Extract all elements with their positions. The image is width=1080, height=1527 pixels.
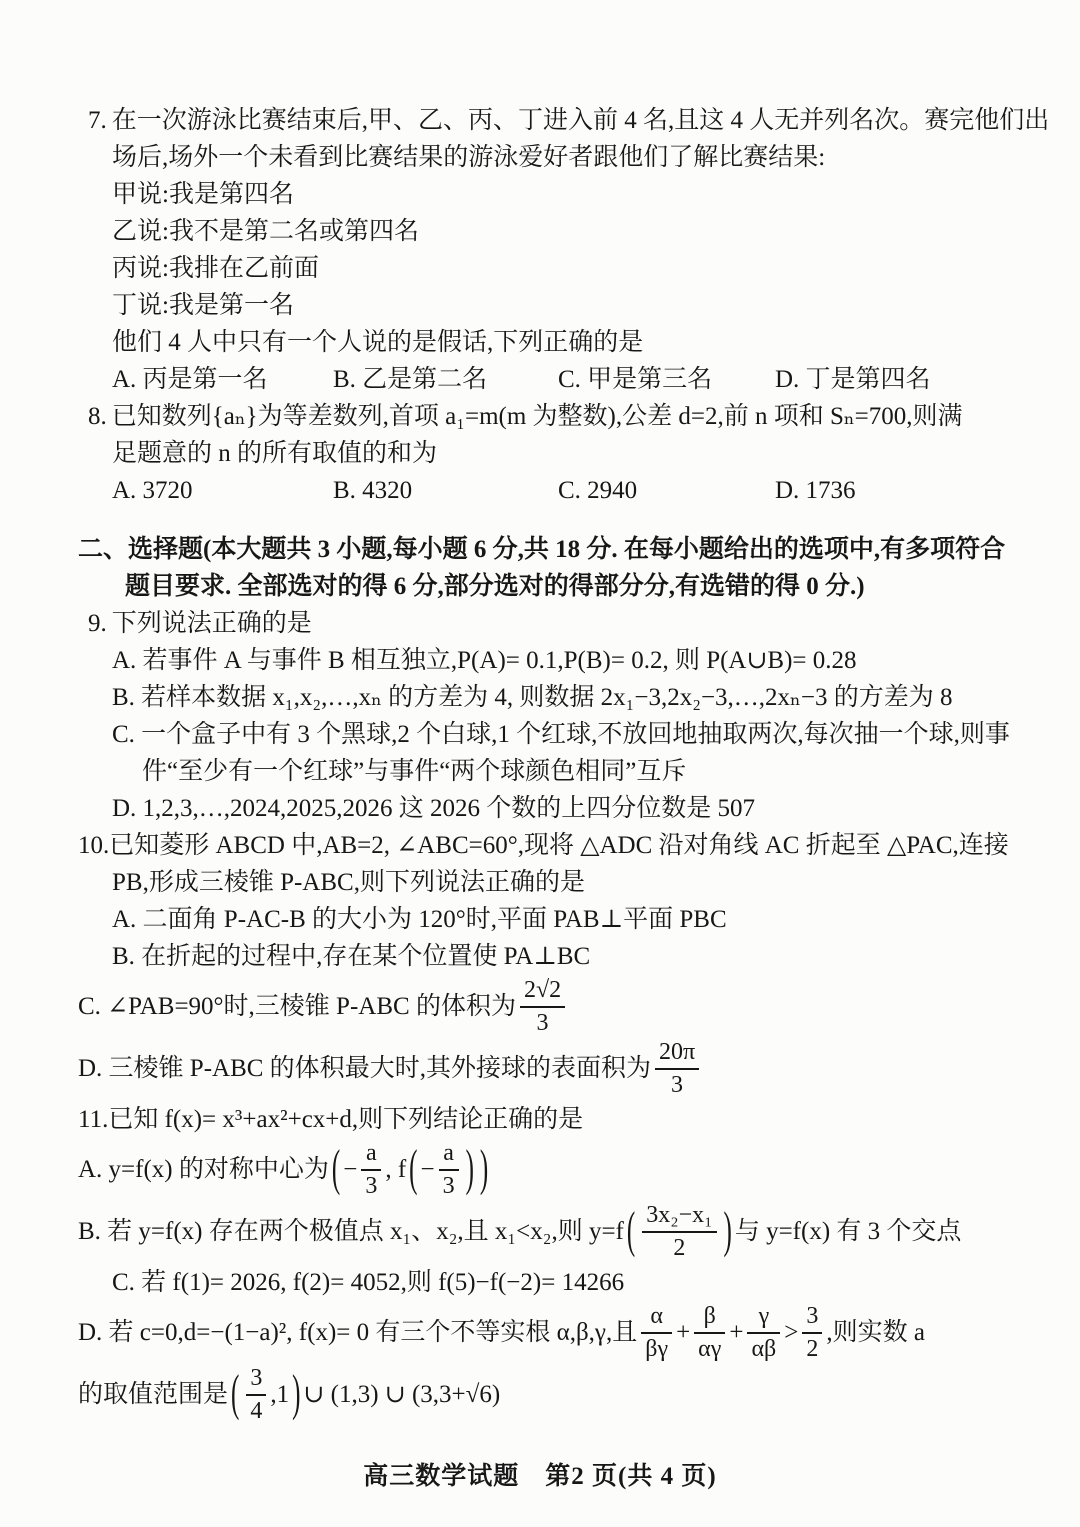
q8-stem-text-1: 已知数列{aₙ}为等差数列,首项 a₁=m(m 为整数),公差 d=2,前 n 项和 Sₙ=700,则满 xyxy=(111,403,963,430)
fraction-numerator: 2√2 xyxy=(520,977,565,1008)
q7-option-c: C. 甲是第三名 xyxy=(558,366,713,393)
q10-option-c xyxy=(78,977,1044,1037)
q7-stem-line-1 xyxy=(88,102,1050,139)
fraction-denominator: 2 xyxy=(806,1336,819,1362)
q8-option-a: A. 3720 xyxy=(112,477,193,504)
question-11 xyxy=(78,1101,1044,1425)
fraction-denominator: αγ xyxy=(698,1336,722,1362)
q7-option-d: D. 丁是第四名 xyxy=(775,366,931,393)
question-8 xyxy=(78,398,1044,509)
fraction-numerator: α xyxy=(641,1303,672,1334)
q11-option-d-line-2 xyxy=(78,1365,1044,1425)
q11-stem-text: 已知 f(x)= x³+ax²+cx+d,则下列结论正确的是 xyxy=(108,1106,584,1133)
q10-option-d-text: D. 三棱锥 P-ABC 的体积最大时,其外接球的表面积为 xyxy=(78,1055,651,1082)
fraction-denominator: 3 xyxy=(536,1010,549,1036)
q11-stem-line xyxy=(78,1101,1044,1138)
q9-option-d: D. 1,2,3,…,2024,2025,2026 这 2026 个数的上四分位数是 507 xyxy=(112,795,756,822)
q10-option-d-fraction xyxy=(655,1039,699,1099)
exam-content xyxy=(78,102,1050,1427)
q7-number: 7. xyxy=(88,107,107,134)
q8-option-b: B. 4320 xyxy=(333,477,413,504)
minus-sign: − xyxy=(420,1156,435,1183)
q8-options-row xyxy=(112,472,1044,509)
q9-option-c-line-2: 件“至少有一个红球”与事件“两个球颜色相同”互斥 xyxy=(142,758,687,785)
close-paren: ) xyxy=(292,1366,301,1422)
close-paren: ) xyxy=(465,1141,474,1197)
q8-number: 8. xyxy=(88,403,107,430)
fraction-numerator: γ xyxy=(747,1303,780,1334)
q11-option-d-fraction-3 xyxy=(747,1303,780,1363)
fraction-numerator: 3 xyxy=(246,1365,266,1396)
close-paren: ) xyxy=(479,1141,489,1197)
greater-than-sign: > xyxy=(784,1319,799,1346)
q11-option-a-fraction-2 xyxy=(439,1140,459,1200)
plus-sign: + xyxy=(676,1319,691,1346)
q11-option-d-fraction-1 xyxy=(641,1303,672,1363)
fraction-numerator: a xyxy=(439,1140,459,1171)
q11-number: 11. xyxy=(78,1106,109,1133)
q11-option-d-text: D. 若 c=0,d=−(1−a)², f(x)= 0 有三个不等实根 α,β,γ,且 xyxy=(78,1319,638,1346)
q7-statement-1: 甲说:我是第四名 xyxy=(112,181,294,208)
q11-option-d-fraction-2 xyxy=(694,1303,725,1363)
open-paren: ( xyxy=(626,1203,636,1259)
q7-stem-text-1: 在一次游泳比赛结束后,甲、乙、丙、丁进入前 4 名,且这 4 人无并列名次。赛完他们出 xyxy=(111,107,1050,134)
q11-option-a-mid-text: , f xyxy=(385,1156,407,1183)
q9-stem-text: 下列说法正确的是 xyxy=(111,610,312,637)
q11-option-d-range-tail-1: ,1 xyxy=(270,1381,290,1408)
q10-stem-line-1 xyxy=(78,827,1044,864)
q10-stem-line-2: PB,形成三棱锥 P-ABC,则下列说法正确的是 xyxy=(112,869,585,896)
fraction-denominator: 4 xyxy=(250,1398,263,1424)
q11-option-d-post-text: ,则实数 a xyxy=(826,1319,925,1346)
fraction-denominator: 3 xyxy=(442,1173,455,1199)
q11-option-d-fraction-4 xyxy=(802,1303,822,1363)
fraction-denominator: 3 xyxy=(365,1173,378,1199)
q11-option-d-line-1 xyxy=(78,1303,1044,1363)
q8-stem-line-1 xyxy=(88,398,1044,435)
fraction-numerator: 20π xyxy=(655,1039,699,1070)
fraction-denominator: βγ xyxy=(645,1336,669,1362)
q10-option-d xyxy=(78,1039,1044,1099)
open-paren: ( xyxy=(231,1366,240,1422)
q9-option-a: A. 若事件 A 与事件 B 相互独立,P(A)= 0.1,P(B)= 0.2, 则 P(A∪B)= 0.28 xyxy=(112,647,857,674)
fraction-numerator: 3 xyxy=(802,1303,822,1334)
q9-stem-line xyxy=(88,605,1044,642)
q10-option-c-text: C. ∠PAB=90°时,三棱锥 P-ABC 的体积为 xyxy=(78,993,516,1020)
q11-option-b xyxy=(78,1202,1044,1262)
fraction-numerator: a xyxy=(361,1140,381,1171)
section-2-header-line-2: 题目要求. 全部选对的得 6 分,部分选对的得部分分,有选错的得 0 分.) xyxy=(125,573,865,600)
q11-option-d-fraction-5 xyxy=(246,1365,266,1425)
q11-option-c: C. 若 f(1)= 2026, f(2)= 4052,则 f(5)−f(−2)= 14266 xyxy=(112,1269,625,1296)
page-footer: 高三数学试题 第2 页(共 4 页) xyxy=(363,1463,717,1490)
q7-statement-4: 丁说:我是第一名 xyxy=(112,292,294,319)
q11-option-a-fraction-1 xyxy=(361,1140,381,1200)
q11-option-a xyxy=(78,1140,1044,1200)
close-paren: ) xyxy=(723,1203,732,1259)
q11-option-a-text: A. y=f(x) 的对称中心为 xyxy=(78,1156,329,1183)
q9-option-b: B. 若样本数据 x₁,x₂,…,xₙ 的方差为 4, 则数据 2x₁−3,2x₂−3,…,2xₙ−3 的方差为 8 xyxy=(112,684,953,711)
section-2-header-line-1: 二、选择题(本大题共 3 小题,每小题 6 分,共 18 分. 在每小题给出的选项中,有多项符合 xyxy=(78,536,1006,563)
question-10 xyxy=(78,827,1044,1099)
q8-option-d: D. 1736 xyxy=(775,477,856,504)
fraction-denominator: αβ xyxy=(751,1336,777,1362)
q7-conclusion: 他们 4 人中只有一个人说的是假话,下列正确的是 xyxy=(112,329,644,356)
q8-option-c: C. 2940 xyxy=(558,477,638,504)
question-9 xyxy=(78,605,1044,827)
open-paren: ( xyxy=(331,1141,341,1197)
q11-option-d-range-text: 的取值范围是 xyxy=(78,1381,229,1408)
q11-option-b-text: B. 若 y=f(x) 存在两个极值点 x₁、x₂,且 x₁<x₂,则 y=f xyxy=(78,1218,624,1245)
open-paren: ( xyxy=(409,1141,418,1197)
fraction-denominator: 3 xyxy=(671,1072,684,1098)
minus-sign: − xyxy=(343,1156,358,1183)
q7-statement-3: 丙说:我排在乙前面 xyxy=(112,255,319,282)
q7-options-row xyxy=(112,361,1044,398)
fraction-denominator: 2 xyxy=(673,1235,686,1261)
q9-number: 9. xyxy=(88,610,107,637)
q10-option-b: B. 在折起的过程中,存在某个位置使 PA⊥BC xyxy=(112,943,591,970)
section-2-header xyxy=(78,531,1044,605)
q11-option-b-fraction xyxy=(642,1202,716,1262)
question-7 xyxy=(78,102,1050,398)
fraction-numerator: β xyxy=(694,1303,725,1334)
q8-stem-line-2: 足题意的 n 的所有取值的和为 xyxy=(112,440,438,467)
plus-sign: + xyxy=(729,1319,744,1346)
q9-option-c-line-1: C. 一个盒子中有 3 个黑球,2 个白球,1 个红球,不放回地抽取两次,每次抽一个球,则事 xyxy=(112,721,1010,748)
q10-option-c-fraction xyxy=(520,977,565,1037)
q7-stem-line-2: 场后,场外一个未看到比赛结果的游泳爱好者跟他们了解比赛结果: xyxy=(112,144,826,171)
fraction-numerator: 3x₂−x₁ xyxy=(642,1202,716,1233)
q10-option-a: A. 二面角 P-AC-B 的大小为 120°时,平面 PAB⊥平面 PBC xyxy=(112,906,727,933)
q7-option-a: A. 丙是第一名 xyxy=(112,366,268,393)
q10-stem-text-1: 已知菱形 ABCD 中,AB=2, ∠ABC=60°,现将 △ADC 沿对角线 AC 折起至 △PAC,连接 xyxy=(109,832,1009,859)
q11-option-d-range-tail-2: ∪ (1,3) ∪ (3,3+√6) xyxy=(303,1381,501,1408)
q11-option-b-post-text: 与 y=f(x) 有 3 个交点 xyxy=(734,1218,962,1245)
q7-option-b: B. 乙是第二名 xyxy=(333,366,488,393)
q10-number: 10. xyxy=(78,832,110,859)
q7-statement-2: 乙说:我不是第二名或第四名 xyxy=(112,218,419,245)
